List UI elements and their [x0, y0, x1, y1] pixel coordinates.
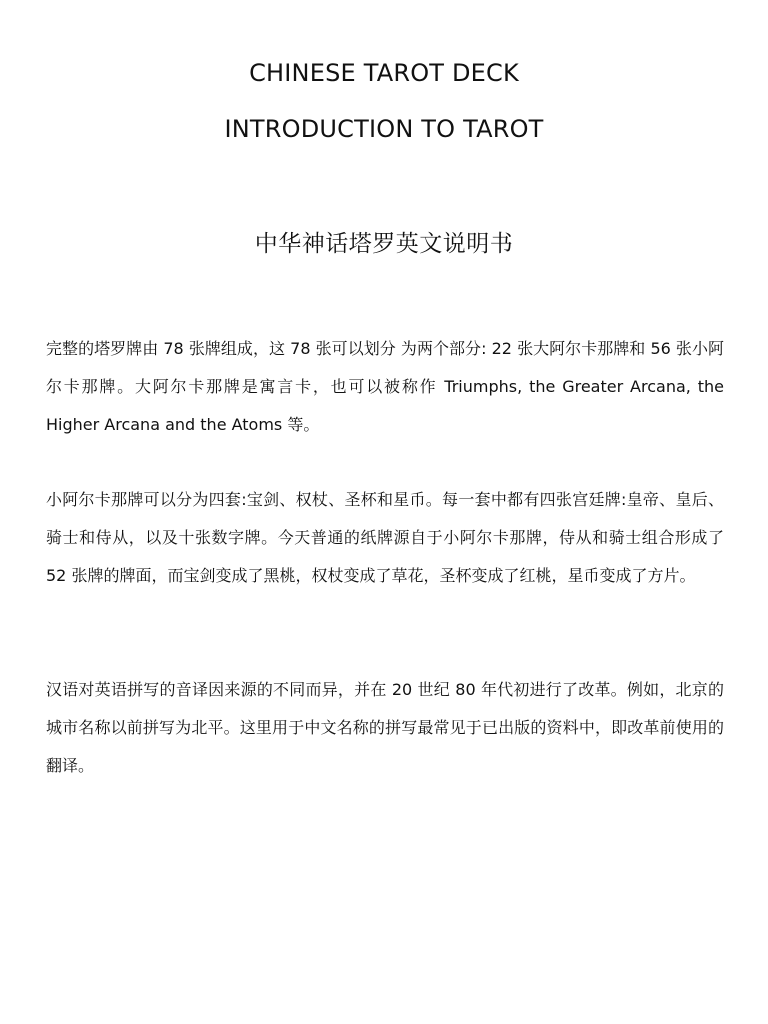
chinese-title: 中华神话塔罗英文说明书: [254, 231, 514, 257]
document-subtitle: INTRODUCTION TO TAROT: [224, 115, 544, 143]
paragraph-tarot-structure: 完整的塔罗牌由 78 张牌组成，这 78 张可以划分 为两个部分: 22 张大阿尔卡那牌和 56 张小阿尔卡那牌。大阿尔卡那牌是寓言卡，也可以被称作 Triumphs, the Greater Arcana, the Higher Arcana and the Atoms 等。: [46, 339, 724, 434]
document-title: CHINESE TAROT DECK: [249, 59, 519, 87]
paragraph-minor-arcana: 小阿尔卡那牌可以分为四套:宝剑、权杖、圣杯和星币。每一套中都有四张宫廷牌:皇帝、皇后、骑士和侍从，以及十张数字牌。今天普通的纸牌源自于小阿尔卡那牌，侍从和骑士组合形成了 52 张牌的牌面，而宝剑变成了黑桃，权杖变成了草花，圣杯变成了红桃，星币变成了方片。: [46, 490, 724, 585]
paragraph-transliteration: 汉语对英语拼写的音译因来源的不同而异，并在 20 世纪 80 年代初进行了改革。例如，北京的城市名称以前拼写为北平。这里用于中文名称的拼写最常见于已出版的资料中，即改革前使用的翻译。: [46, 680, 724, 775]
